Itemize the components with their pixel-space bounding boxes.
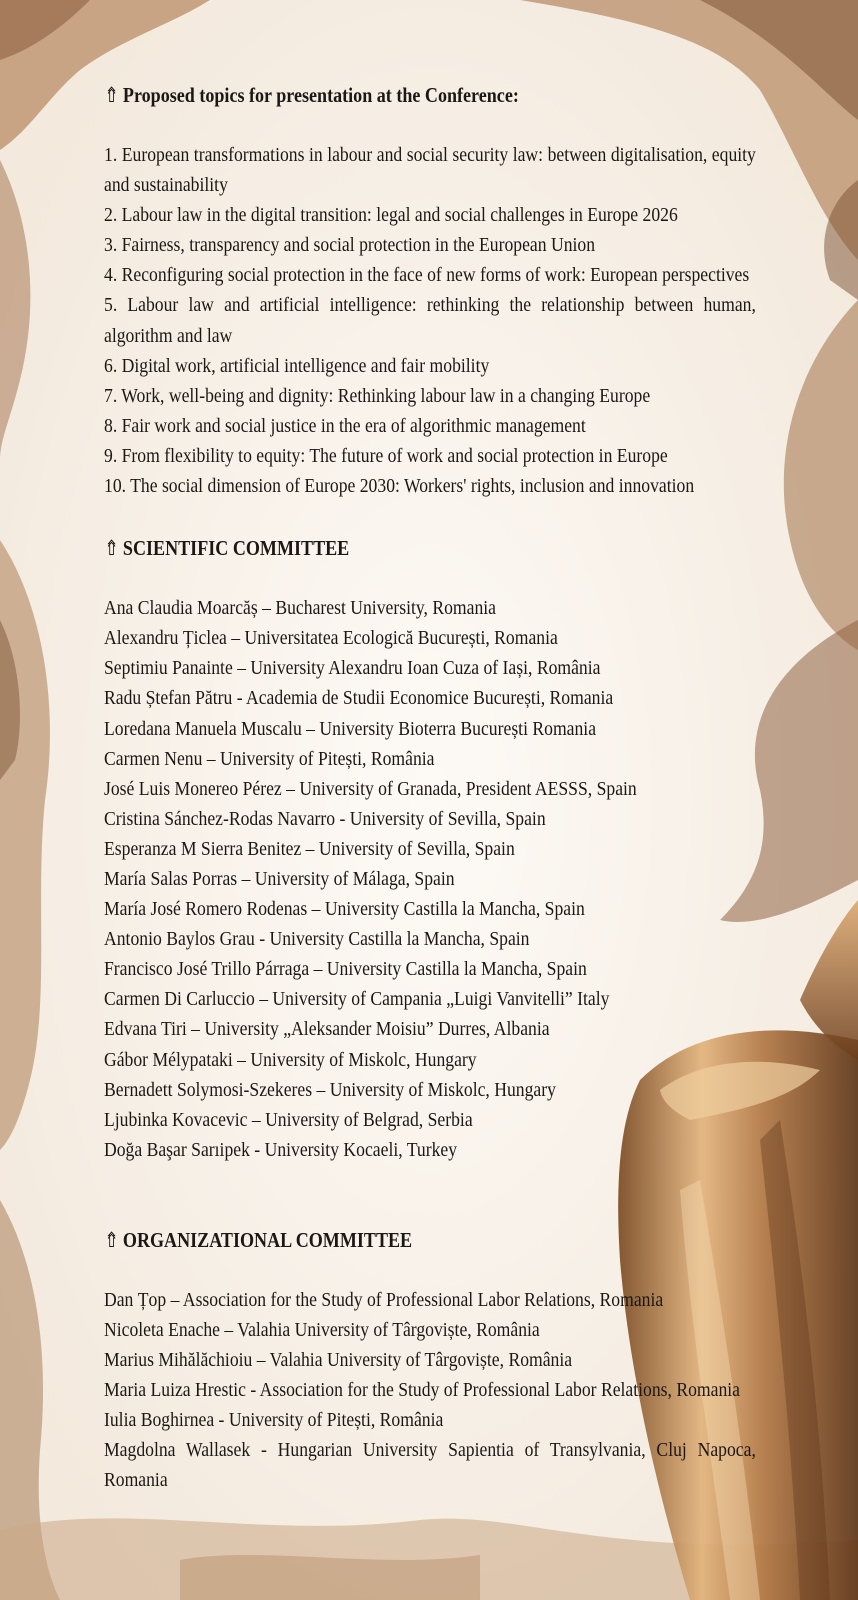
committee-member: Bernadett Solymosi-Szekeres – University of Miskolc, Hungary [104, 1078, 556, 1101]
document-body [104, 80, 756, 1496]
pillar-icon: ⇮ [104, 536, 120, 561]
organizational-committee-title: ORGANIZATIONAL COMMITTEE [122, 1227, 413, 1252]
topic-item: 3. Fairness, transparency and social protection in the European Union [104, 234, 596, 257]
organizational-committee-list [104, 1285, 756, 1496]
committee-member: Edvana Tiri – University „Aleksander Moisiu” Durres, Albania [104, 1018, 550, 1041]
committee-member: Alexandru Țiclea – Universitatea Ecologică București, Romania [104, 627, 558, 650]
topic-item: 10. The social dimension of Europe 2030: Workers' rights, inclusion and innovation [104, 475, 695, 498]
topic-item: 5. Labour law and artificial intelligence: rethinking the relationship between human, algorithm and law [104, 294, 756, 347]
committee-member: Doğa Başar Sarıipek - University Kocaeli, Turkey [104, 1138, 458, 1161]
committee-member: Ana Claudia Moarcăș – Bucharest University, Romania [104, 597, 497, 620]
topic-item: 6. Digital work, artificial intelligence and fair mobility [104, 354, 490, 377]
scientific-committee-title: SCIENTIFIC COMMITTEE [122, 536, 350, 561]
committee-member: Maria Luiza Hrestic - Association for the Study of Professional Labor Relations, Romania [104, 1379, 741, 1402]
pillar-icon: ⇮ [104, 83, 120, 107]
topics-list [104, 140, 756, 501]
topic-item: 1. European transformations in labour and social security law: between digitalisation, equity and sustainability [104, 144, 756, 197]
committee-member: Carmen Di Carluccio – University of Campania „Luigi Vanvitelli” Italy [104, 988, 610, 1011]
committee-member: Loredana Manuela Muscalu – University Bioterra București Romania [104, 717, 597, 740]
committee-member: José Luis Monereo Pérez – University of Granada, President AESSS, Spain [104, 777, 637, 800]
scientific-committee-list [104, 593, 756, 1165]
topic-item: 2. Labour law in the digital transition: legal and social challenges in Europe 2026 [104, 204, 678, 227]
topic-item: 4. Reconfiguring social protection in the face of new forms of work: European perspectives [104, 264, 750, 287]
committee-member: Antonio Baylos Grau - University Castilla la Mancha, Spain [104, 928, 530, 951]
committee-member: María José Romero Rodenas – University Castilla la Mancha, Spain [104, 898, 585, 921]
scientific-committee-heading [104, 533, 756, 563]
committee-member: Magdolna Wallasek - Hungarian University Sapientia of Transylvania, Cluj Napoca, Romania [104, 1439, 756, 1492]
committee-member: Dan Țop – Association for the Study of Professional Labor Relations, Romania [104, 1288, 664, 1311]
topic-item: 7. Work, well-being and dignity: Rethinking labour law in a changing Europe [104, 384, 651, 407]
topics-heading [104, 80, 756, 110]
committee-member: Ljubinka Kovacevic – University of Belgrad, Serbia [104, 1108, 473, 1131]
organizational-committee-heading [104, 1225, 756, 1255]
committee-member: Septimiu Panainte – University Alexandru Ioan Cuza of Iași, România [104, 657, 601, 680]
committee-member: María Salas Porras – University of Málaga, Spain [104, 867, 455, 890]
committee-member: Iulia Boghirnea - University of Pitești, România [104, 1409, 444, 1432]
committee-member: Marius Mihălăchioiu – Valahia University of Târgoviște, România [104, 1349, 573, 1372]
committee-member: Carmen Nenu – University of Pitești, România [104, 747, 435, 770]
committee-member: Francisco José Trillo Párraga – University Castilla la Mancha, Spain [104, 958, 587, 981]
committee-member: Gábor Mélypataki – University of Miskolc, Hungary [104, 1048, 477, 1071]
topic-item: 8. Fair work and social justice in the era of algorithmic management [104, 414, 586, 437]
topic-item: 9. From flexibility to equity: The future of work and social protection in Europe [104, 444, 668, 467]
committee-member: Esperanza M Sierra Benitez – University of Sevilla, Spain [104, 837, 515, 860]
committee-member: Radu Ștefan Pătru - Academia de Studii Economice București, Romania [104, 687, 614, 710]
pillar-icon: ⇮ [104, 1227, 120, 1252]
topics-title: Proposed topics for presentation at the Conference: [122, 83, 519, 107]
committee-member: Cristina Sánchez-Rodas Navarro - University of Sevilla, Spain [104, 807, 546, 830]
committee-member: Nicoleta Enache – Valahia University of Târgoviște, România [104, 1319, 540, 1341]
